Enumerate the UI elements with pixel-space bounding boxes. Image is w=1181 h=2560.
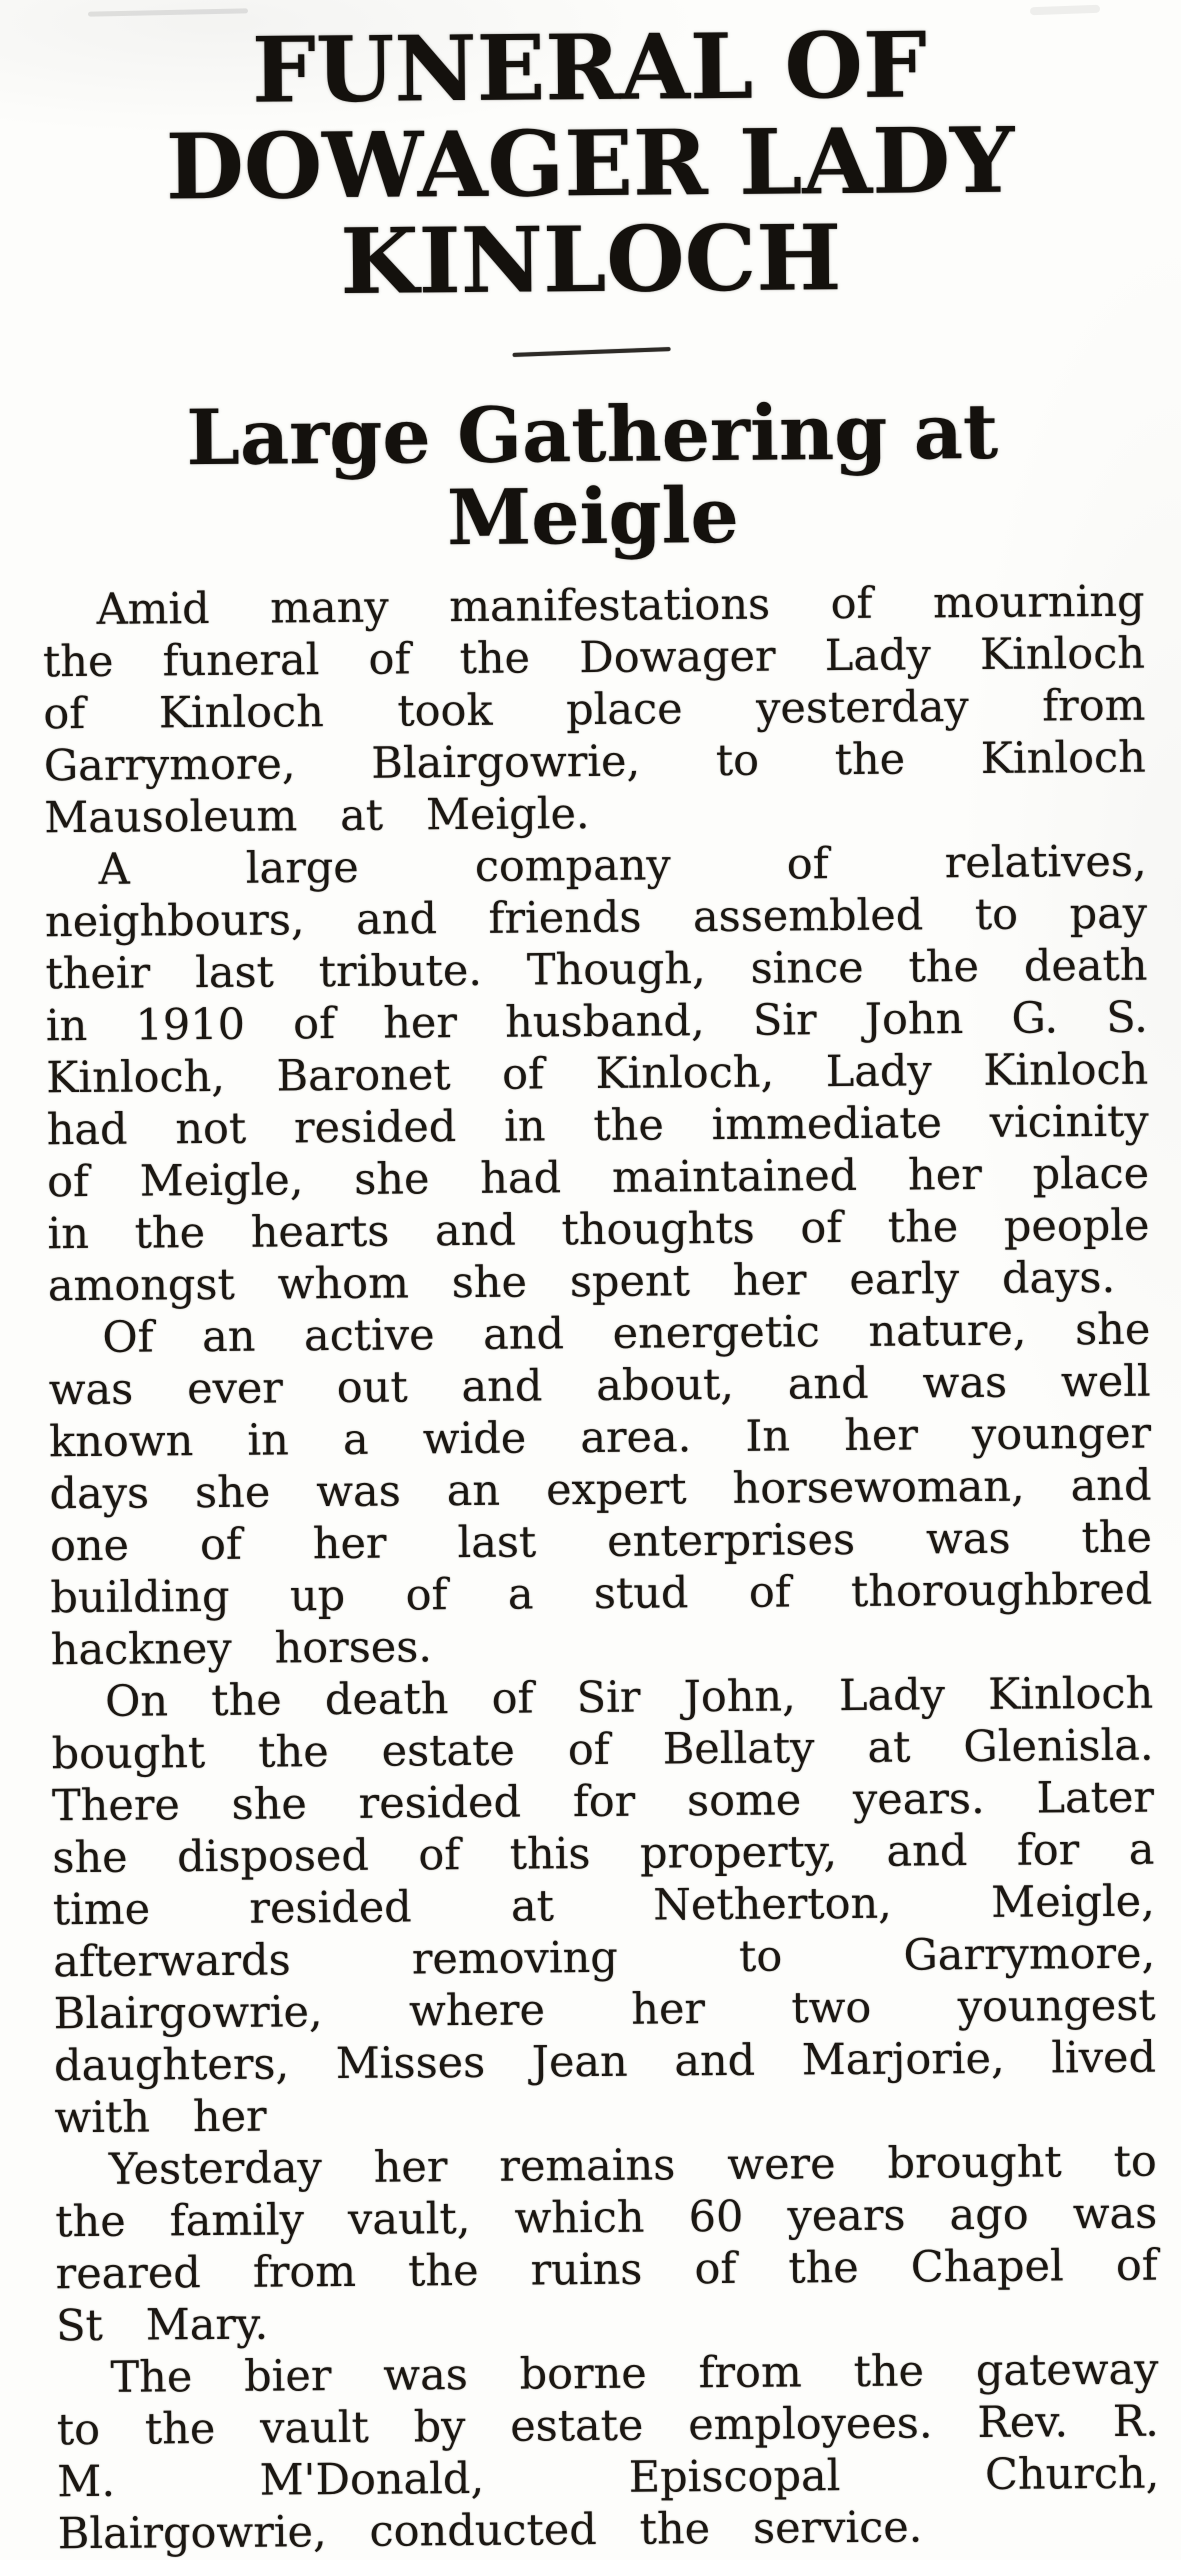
paragraph-1: Amid many manifestations of mourning the funeral of the Dowager Lady Kinloch of Kinloch took place yesterday from Garrymore, Blairgowrie, to the Kinloch Mausoleum at Meigle.: [42, 576, 1147, 844]
scan-artifact: [88, 8, 248, 16]
headline-divider-rule: [513, 347, 671, 357]
paragraph-6: The bier was borne from the gateway to the vault by estate employees. Rev. R. M. M'Donald, Episcopal Church, Blairgowrie, conducted the service.: [56, 2344, 1160, 2560]
article-headline: FUNERAL OF DOWAGER LADY KINLOCH: [165, 12, 1015, 315]
article-subheadline: Large Gathering at Meigle: [186, 386, 999, 563]
paragraph-4: On the death of Sir John, Lady Kinloch bought the estate of Bellaty at Glenisla. There she resided for some years. Later she disposed of this property, and for a time resided at Netherton, Meigle, afterwards removing to Garrymore, Blairgowrie, where her two youngest daughters, Misses Jean and Marjorie, lived with her: [51, 1668, 1157, 2144]
paragraph-2: A large company of relatives, neighbours, and friends assembled to pay their last tribute. Though, since the death in 1910 of her husband, Sir John G. S. Kinloch, Baronet of Kinloch, Lady Kinloch had not resided in the immediate vicinity of Meigle, she had maintained her place in the hearts and thoughts of the people amongst whom she spent her early days.: [44, 836, 1150, 1312]
paragraph-5: Yesterday her remains were brought to the family vault, which 60 years ago was reared from the ruins of the Chapel of St Mary.: [55, 2136, 1158, 2352]
scan-artifact: [1030, 5, 1100, 15]
paragraph-3: Of an active and energetic nature, she was ever out and about, and was well known in a wide area. In her younger days she was an expert horsewoman, and one of her last enterprises was the building up of a stud of thoroughbred hackney horses.: [48, 1304, 1153, 1676]
article-column: [38, 12, 1160, 2560]
article-body: [42, 576, 1159, 2560]
